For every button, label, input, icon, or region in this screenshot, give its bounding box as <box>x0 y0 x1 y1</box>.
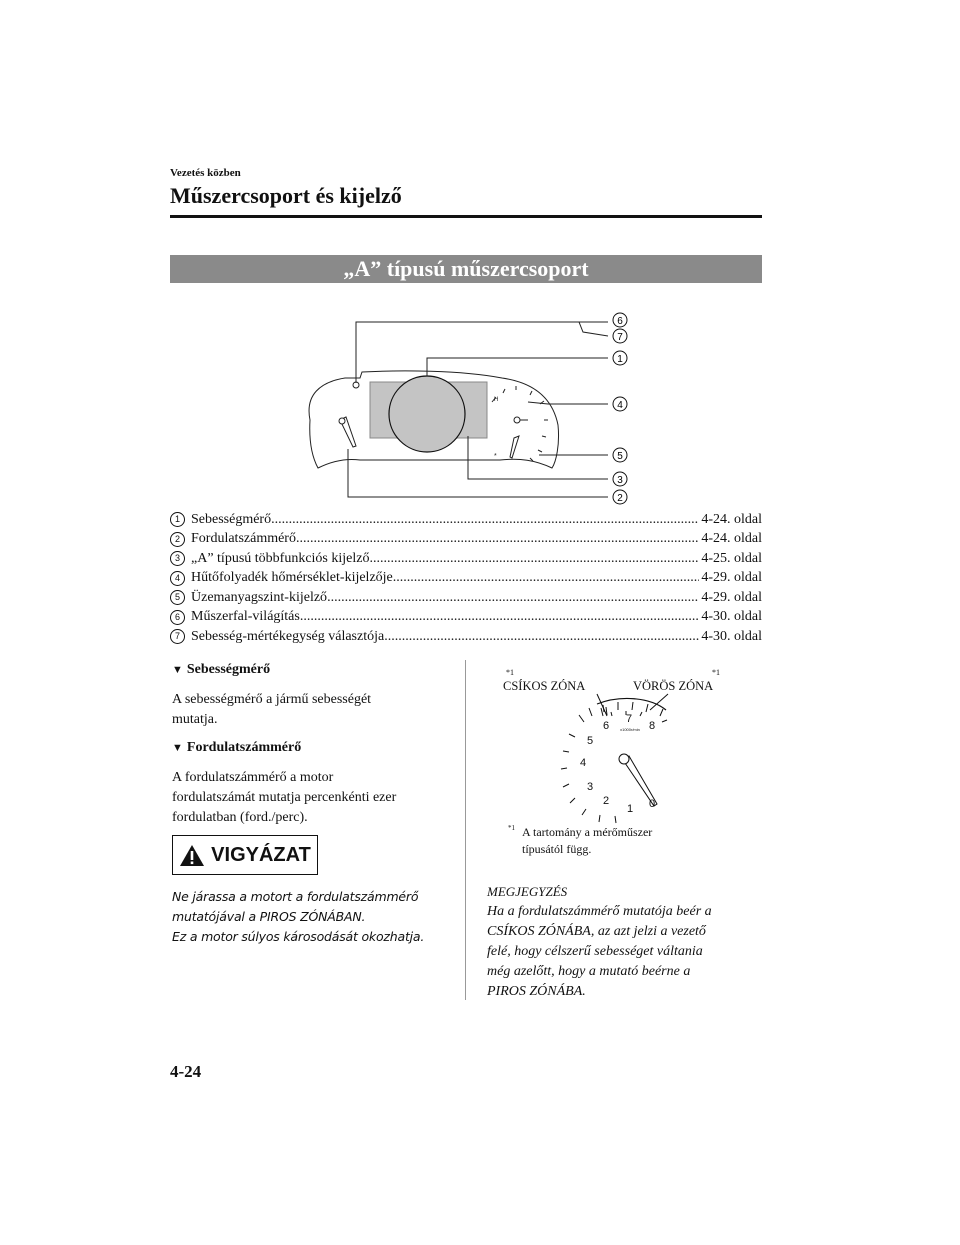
list-item: 1 Sebességmérő ..... 4-24. oldal <box>170 510 762 530</box>
chapter-label: Vezetés közben <box>170 167 241 179</box>
svg-text:7: 7 <box>617 332 623 343</box>
dial-number: 2 <box>602 795 610 807</box>
warning-badge <box>172 835 318 875</box>
page-ref: 4-29. oldal <box>701 570 762 586</box>
svg-text:2: 2 <box>617 493 623 504</box>
callout-5 <box>613 448 627 462</box>
callout-4 <box>613 397 627 411</box>
svg-text:*: * <box>494 453 497 460</box>
callout-7 <box>613 329 627 343</box>
tachometer-text: A fordulatszámmérő a motor fordulatszámát mutatja percenkénti ezer fordulatban (ford./perc). <box>172 770 397 825</box>
footnote-line-2: típusától függ. <box>522 842 592 856</box>
item-number: 3 <box>170 551 185 566</box>
label-striped-zone: CSÍKOS ZÓNA <box>503 679 586 693</box>
item-number: 4 <box>170 571 185 586</box>
dial-number: 1 <box>626 803 634 815</box>
item-number: 6 <box>170 610 185 625</box>
callout-1 <box>613 351 627 365</box>
section-title: Műszercsoport és kijelző <box>170 183 402 208</box>
footnote-mark: *1 <box>508 824 515 832</box>
dial-number: 4 <box>579 757 587 769</box>
page-ref: 4-30. oldal <box>701 609 762 625</box>
tachometer-illustration <box>500 662 740 862</box>
page-ref: 4-29. oldal <box>701 589 762 605</box>
item-number: 5 <box>170 590 185 605</box>
warning-triangle-icon <box>179 844 205 867</box>
speedometer-heading: ▼ Sebességmérő <box>172 662 271 677</box>
svg-text:3: 3 <box>617 475 623 486</box>
triangle-bullet-icon: ▼ <box>172 742 183 754</box>
dial-number: 0 <box>648 798 656 810</box>
callout-6 <box>613 313 627 327</box>
dial-number: 6 <box>602 720 610 732</box>
svg-text:H: H <box>494 397 499 403</box>
page-ref: 4-24. oldal <box>701 531 762 547</box>
svg-text:6: 6 <box>617 316 623 327</box>
dial-number: 3 <box>586 781 594 793</box>
svg-text:5: 5 <box>617 451 623 462</box>
page-ref: 4-24. oldal <box>701 511 762 527</box>
header-rule <box>170 215 762 218</box>
component-list <box>170 510 762 647</box>
callout-3 <box>613 472 627 486</box>
svg-text:1: 1 <box>617 354 623 365</box>
list-item: 4 Hűtőfolyadék hőmérséklet-kijelzője ..... 4-29. oldal <box>170 569 762 589</box>
speedometer-circle <box>389 376 465 452</box>
tachometer-heading: ▼ Fordulatszámmérő <box>172 740 302 755</box>
page-ref: 4-25. oldal <box>701 550 762 566</box>
note-heading: MEGJEGYZÉS <box>487 884 568 899</box>
page-number: 4-24 <box>170 1062 202 1081</box>
list-item: 2 Fordulatszámmérő ..... 4-24. oldal <box>170 530 762 550</box>
item-number: 1 <box>170 512 185 527</box>
asterisk-note-left: *1 <box>506 668 514 677</box>
unit-label: x1000r/min <box>620 727 640 732</box>
warning-label: VIGYÁZAT <box>211 843 311 866</box>
page-ref: 4-30. oldal <box>701 628 762 644</box>
triangle-bullet-icon: ▼ <box>172 664 183 676</box>
speedometer-text: A sebességmérő a jármű sebességét mutatja. <box>172 692 372 727</box>
svg-text:4: 4 <box>617 400 623 411</box>
footnote-line-1: A tartomány a mérőműszer <box>522 825 653 839</box>
list-item: 6 Műszerfal-világítás ..... 4-30. oldal <box>170 608 762 628</box>
column-divider <box>465 660 466 1000</box>
list-item: 7 Sebesség-mértékegység választója ..... 4-30. oldal <box>170 627 762 647</box>
list-item: 5 Üzemanyagszint-kijelző ..... 4-29. oldal <box>170 588 762 608</box>
warning-text: Ne járassa a motort a fordulatszámmérő mutatójával a PIROS ZÓNÁBAN. Ez a motor súlyos károsodását okozhatja. <box>172 889 425 944</box>
label-red-zone: VÖRÖS ZÓNA <box>633 679 714 693</box>
instrument-cluster-illustration <box>290 305 650 505</box>
asterisk-note-right: *1 <box>712 668 720 677</box>
section-banner: „A” típusú műszercsoport <box>170 255 762 283</box>
list-item: 3 „A” típusú többfunkciós kijelző ..... 4-25. oldal <box>170 549 762 569</box>
callout-2 <box>613 490 627 504</box>
dial-number: 7 <box>625 713 633 725</box>
dial-number: 8 <box>648 720 656 732</box>
note-block: MEGJEGYZÉS Ha a fordulatszámmérő mutatója beér a CSÍKOS ZÓNÁBA, az azt jelzi a vezető felé, hogy célszerű sebességet váltania még azelőtt, hogy a mutató beérne a PIROS ZÓNÁBA. <box>487 882 762 1002</box>
dial-number: 5 <box>586 735 594 747</box>
item-number: 2 <box>170 532 185 547</box>
item-number: 7 <box>170 629 185 644</box>
